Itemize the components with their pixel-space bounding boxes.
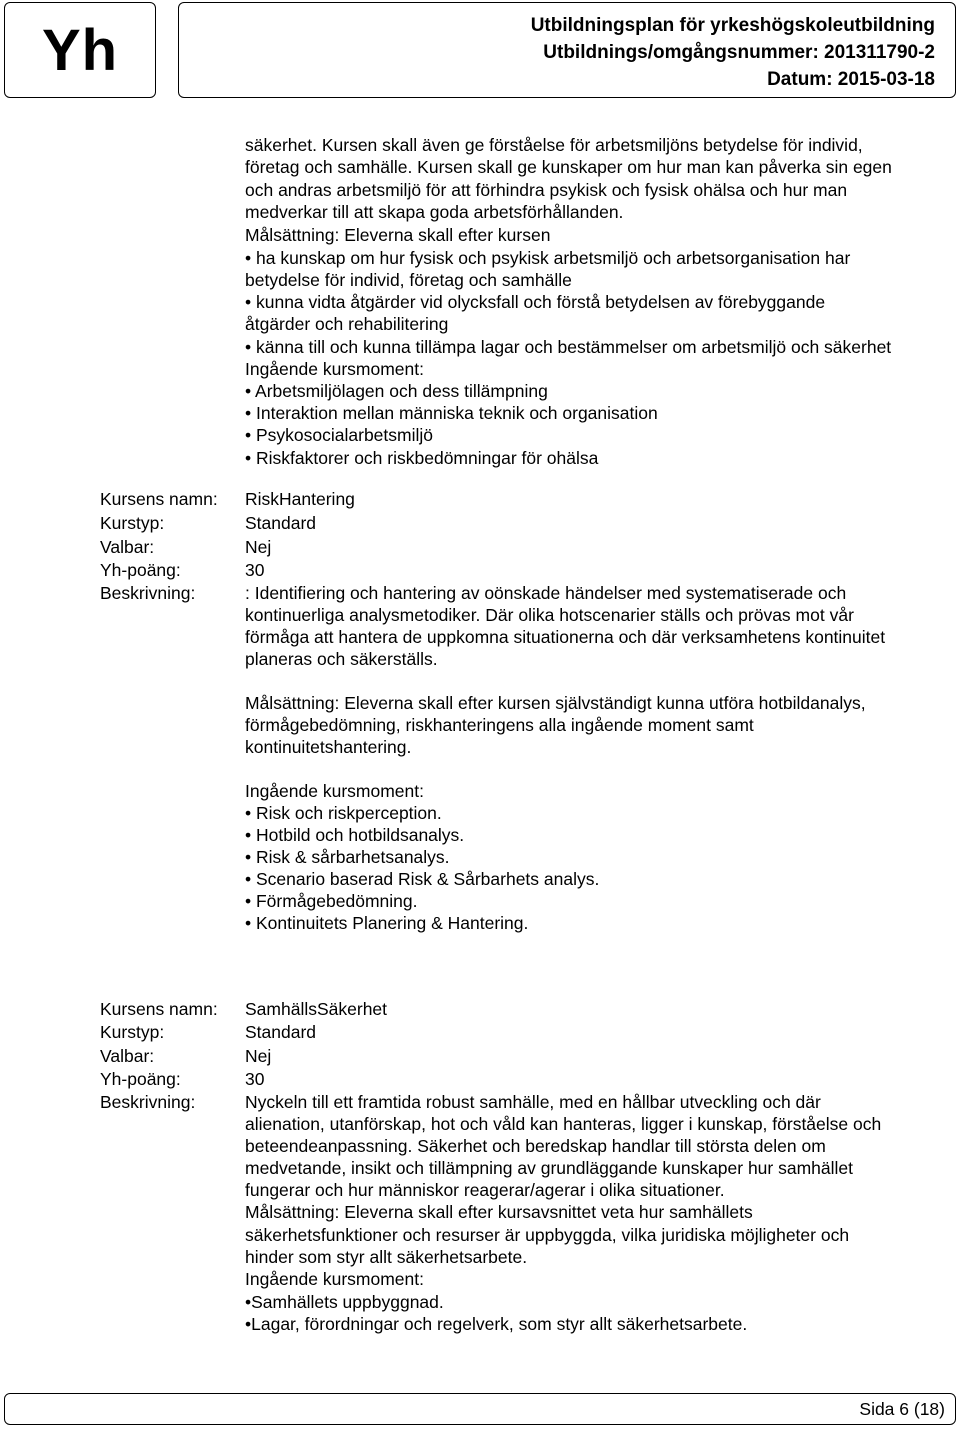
- course-type: Standard: [245, 513, 317, 533]
- intro-line: betydelse för individ, företag och samhälle: [245, 270, 572, 290]
- course-description-label: Beskrivning:: [100, 1092, 196, 1112]
- course-description-line: fungerar och hur människor reagerar/agerar i olika situationer.: [245, 1180, 725, 1200]
- intro-line: • ha kunskap om hur fysisk och psykisk arbetsmiljö och arbetsorganisation har: [245, 248, 851, 268]
- course-description-line: • Risk & sårbarhetsanalys.: [245, 847, 450, 867]
- course-description-line: kontinuerliga analysmetodiker. Där olika hotscenarier ställs och prövas mot vår: [245, 605, 854, 625]
- course-description-label: Beskrivning:: [100, 583, 196, 603]
- document-header: [178, 2, 956, 98]
- document-title: Utbildningsplan för yrkeshögskoleutbildning: [530, 15, 935, 36]
- course-description-line: Ingående kursmoment:: [245, 1269, 424, 1289]
- course-type: Standard: [245, 1022, 317, 1042]
- intro-line: • Psykosocialarbetsmiljö: [245, 425, 433, 445]
- course-points-label: Yh-poäng:: [100, 560, 181, 580]
- course-type-label: Kurstyp:: [100, 513, 165, 533]
- course-description-line: säkerhetsfunktioner och resurser är uppbyggda, vilka juridiska möjligheter och: [245, 1225, 850, 1245]
- course-description-line: hinder som styr allt säkerhetsarbete.: [245, 1247, 528, 1267]
- course-points: 30: [245, 560, 265, 580]
- course-name-label: Kursens namn:: [100, 999, 218, 1019]
- course-description-line: förmågebedömning, riskhanteringens alla ingående moment samt: [245, 715, 754, 735]
- course-description-line: •Samhällets uppbyggnad.: [245, 1292, 444, 1312]
- document-date: Datum: 2015-03-18: [767, 69, 935, 90]
- intro-line: åtgärder och rehabilitering: [245, 314, 449, 334]
- course-name: RiskHantering: [245, 489, 355, 509]
- intro-line: och andras arbetsmiljö för att förhindra psykisk och fysisk ohälsa och hur man: [245, 180, 848, 200]
- course-elective-label: Valbar:: [100, 1046, 155, 1066]
- program-number: Utbildnings/omgångsnummer: 201311790-2: [543, 42, 935, 63]
- course-description-line: Nyckeln till ett framtida robust samhälle, med en hållbar utveckling och där: [245, 1092, 821, 1112]
- course-points: 30: [245, 1069, 265, 1089]
- course-description-line: • Risk och riskperception.: [245, 803, 442, 823]
- course-points-label: Yh-poäng:: [100, 1069, 181, 1089]
- intro-line: • känna till och kunna tillämpa lagar och bestämmelser om arbetsmiljö och säkerhet: [245, 337, 892, 357]
- page-number: Sida 6 (18): [859, 1399, 945, 1419]
- course-description-line: • Scenario baserad Risk & Sårbarhets analys.: [245, 869, 600, 889]
- course-description-line: • Kontinuitets Planering & Hantering.: [245, 913, 529, 933]
- course-description-line: •Lagar, förordningar och regelverk, som styr allt säkerhetsarbete.: [245, 1314, 748, 1334]
- course-description-line: beteendeanpassning. Säkerhet och beredskap handlar till största delen om: [245, 1136, 826, 1156]
- course-description-line: Målsättning: Eleverna skall efter kursen självständigt kunna utföra hotbildanalys,: [245, 693, 866, 713]
- page-footer: [4, 1393, 956, 1425]
- intro-line: • Riskfaktorer och riskbedömningar för ohälsa: [245, 448, 599, 468]
- course-name: SamhällsSäkerhet: [245, 999, 388, 1019]
- course-description-line: Ingående kursmoment:: [245, 781, 424, 801]
- intro-line: Ingående kursmoment:: [245, 359, 424, 379]
- intro-line: Målsättning: Eleverna skall efter kursen: [245, 225, 551, 245]
- course-type-label: Kurstyp:: [100, 1022, 165, 1042]
- intro-line: • Arbetsmiljölagen och dess tillämpning: [245, 381, 548, 401]
- course-description-line: Målsättning: Eleverna skall efter kursavsnittet veta hur samhällets: [245, 1202, 753, 1222]
- course-description-line: förmåga att hantera de uppkomna situationerna och där verksamhetens kontinuitet: [245, 627, 886, 647]
- course-elective-label: Valbar:: [100, 537, 155, 557]
- intro-line: • Interaktion mellan människa teknik och organisation: [245, 403, 658, 423]
- intro-line: medverkar till att skapa goda arbetsförhållanden.: [245, 202, 624, 222]
- intro-line: företag och samhälle. Kursen skall ge kunskaper om hur man kan påverka sin egen: [245, 157, 892, 177]
- course-elective: Nej: [245, 537, 272, 557]
- course-description-line: alienation, utanförskap, hot och våld kan hanteras, ligger i kunskap, förståelse och: [245, 1114, 882, 1134]
- course-name-label: Kursens namn:: [100, 489, 218, 509]
- course-description-line: planeras och säkerställs.: [245, 649, 438, 669]
- course-description-line: : Identifiering och hantering av oönskade händelser med systematiserade och: [245, 583, 847, 603]
- course-description-line: medvetande, insikt och tillämpning av grundläggande kunskaper hur samhället: [245, 1158, 854, 1178]
- course-elective: Nej: [245, 1046, 272, 1066]
- yh-logo: Yh: [4, 2, 156, 98]
- intro-line: säkerhet. Kursen skall även ge förståelse för arbetsmiljöns betydelse för individ,: [245, 135, 863, 155]
- course-description-line: • Hotbild och hotbildsanalys.: [245, 825, 465, 845]
- intro-line: • kunna vidta åtgärder vid olycksfall och förstå betydelsen av förebyggande: [245, 292, 826, 312]
- course-description-line: • Förmågebedömning.: [245, 891, 418, 911]
- course-description-line: kontinuitetshantering.: [245, 737, 412, 757]
